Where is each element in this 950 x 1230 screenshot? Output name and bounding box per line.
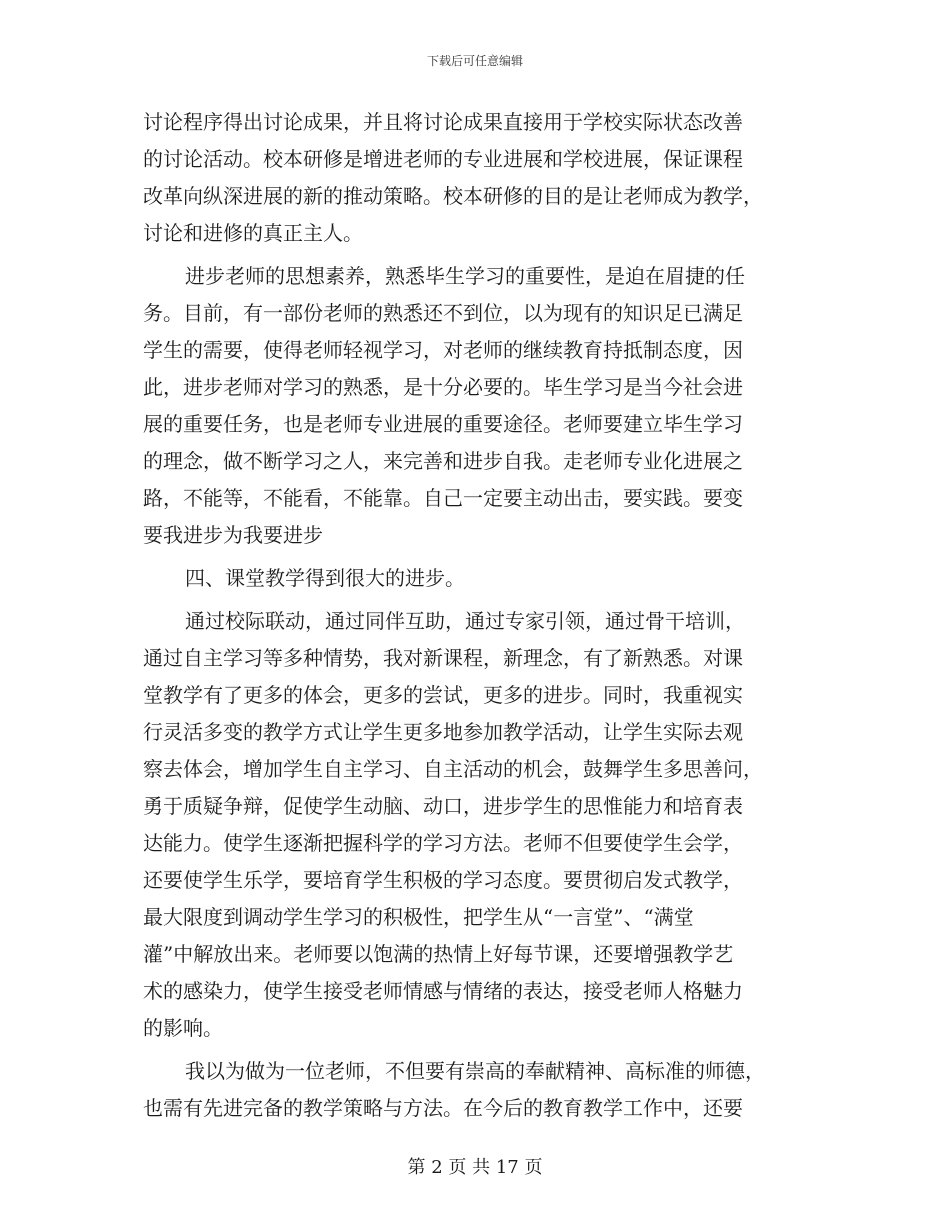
text-line: 最大限度到调动学生学习的积极性，把学生从“一言堂”、“满堂	[143, 905, 694, 929]
text-line: 的理念，做不断学习之人，来完善和进步自我。走老师专业化进展之	[143, 449, 743, 473]
text-line: 务。目前，有一部份老师的熟悉还不到位，以为现有的知识足已满足	[143, 301, 743, 325]
text-line: 展的重要任务，也是老师专业进展的重要途径。老师要建立毕生学习	[143, 412, 743, 436]
text-line: 讨论程序得出讨论成果，并且将讨论成果直接用于学校实际状态改善	[143, 110, 743, 134]
page-header: 下载后可任意编辑	[426, 54, 523, 68]
text-line: 勇于质疑争辩，促使学生动脑、动口，进步学生的思惟能力和培育表	[143, 794, 743, 818]
text-line: 此，进步老师对学习的熟悉，是十分必要的。毕生学习是当今社会进	[143, 375, 743, 399]
paragraph-2	[143, 258, 805, 554]
text-line: 通过校际联动，通过同伴互助，通过专家引领，通过骨干培训，	[185, 609, 745, 633]
text-line: 讨论和进修的真正主人。	[143, 221, 363, 245]
text-line: 要我进步为我要进步	[143, 523, 323, 547]
text-line: 路，不能等，不能看，不能靠。自己一定要主动出击，要实践。要变	[143, 486, 743, 510]
text-line: 的影响。	[143, 1016, 223, 1040]
document-body	[143, 104, 805, 1127]
text-line: 通过自主学习等多种情势，我对新课程，新理念，有了新熟悉。对课	[143, 646, 743, 670]
text-line: 还要使学生乐学，要培育学生积极的学习态度。要贯彻启发式教学，	[143, 868, 743, 892]
text-line: 灌”中解放出来。老师要以饱满的热情上好每节课，还要增强教学艺	[143, 942, 734, 966]
paragraph-3	[143, 603, 805, 1047]
paragraph-1	[143, 104, 805, 252]
paragraph-4	[143, 1053, 805, 1127]
section-heading	[143, 560, 805, 597]
text-line: 我以为做为一位老师，不但要有崇高的奉献精神、高标准的师德，	[185, 1059, 765, 1083]
heading-line: 四、课堂教学得到很大的进步。	[185, 566, 465, 590]
text-line: 达能力。使学生逐渐把握科学的学习方法。老师不但要使学生会学，	[143, 831, 743, 855]
text-line: 学生的需要，使得老师轻视学习，对老师的继续教育持抵制态度，因	[143, 338, 743, 362]
text-line: 堂教学有了更多的体会，更多的尝试，更多的进步。同时，我重视实	[143, 683, 743, 707]
text-line: 的讨论活动。校本研修是增进老师的专业进展和学校进展，保证课程	[143, 147, 743, 171]
page-number: 第 2 页 共 17 页	[407, 1157, 543, 1178]
text-line: 进步老师的思想素养，熟悉毕生学习的重要性，是迫在眉捷的任	[185, 264, 745, 288]
text-line: 行灵活多变的教学方式让学生更多地参加教学活动，让学生实际去观	[143, 720, 743, 744]
text-line: 术的感染力，使学生接受老师情感与情绪的表达，接受老师人格魅力	[143, 979, 743, 1003]
text-line: 也需有先进完备的教学策略与方法。在今后的教育教学工作中，还要	[143, 1096, 743, 1120]
text-line: 察去体会，增加学生自主学习、自主活动的机会，鼓舞学生多思善问，	[143, 757, 763, 781]
text-line: 改革向纵深进展的新的推动策略。校本研修的目的是让老师成为教学，	[143, 184, 763, 208]
